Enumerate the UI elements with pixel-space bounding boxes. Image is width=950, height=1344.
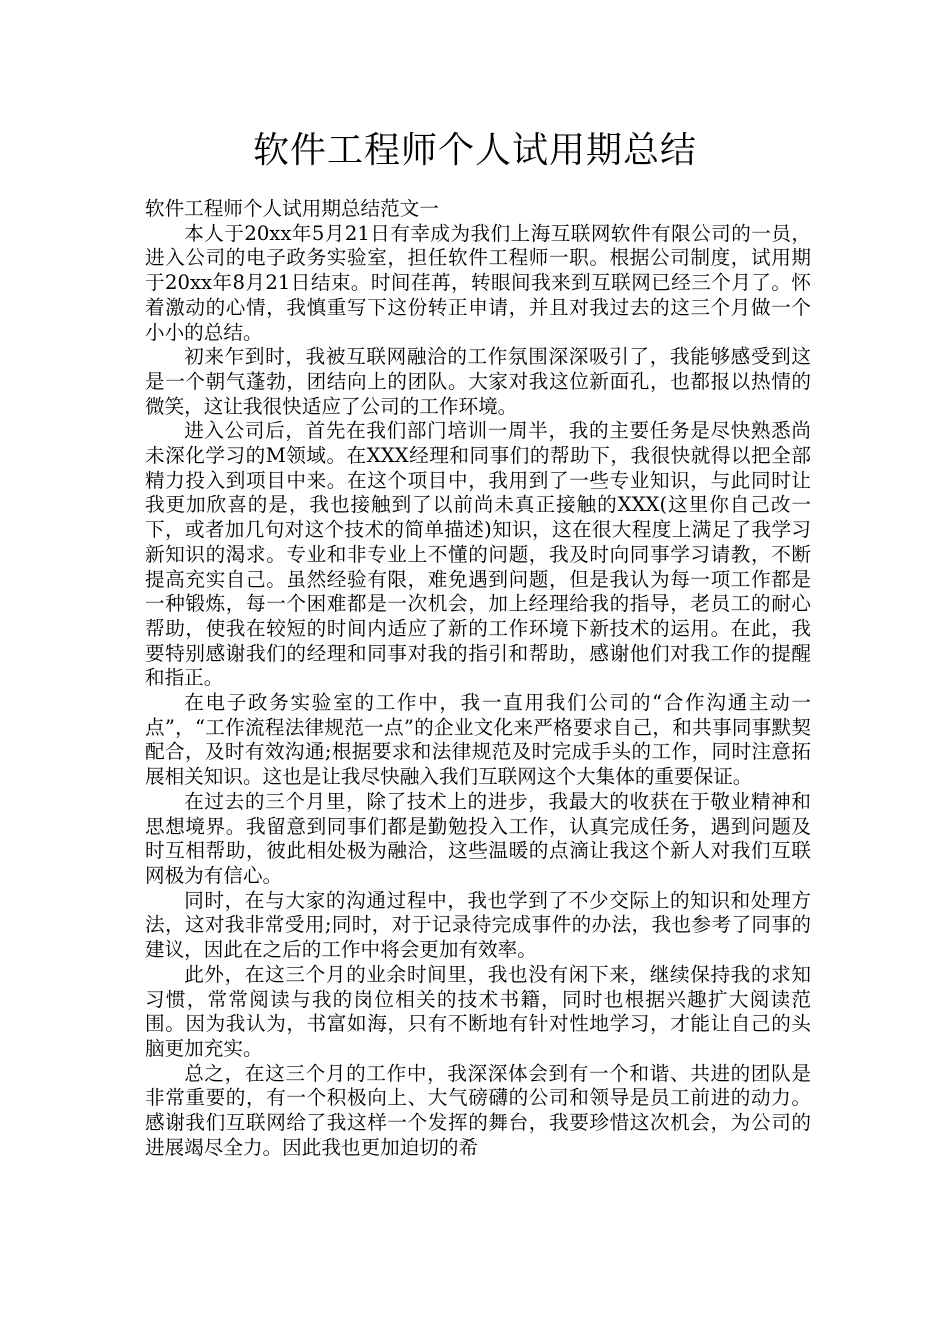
paragraph-6: 同时，在与大家的沟通过程中，我也学到了不少交际上的知识和处理方法，这对我非常受用;同时，对于记录待完成事件的办法，我也参考了同事的建议，因此在之后的工作中将会更加有效率。 <box>145 888 811 962</box>
document-subtitle: 软件工程师个人试用期总结范文一 <box>145 197 439 220</box>
paragraph-8: 总之，在这三个月的工作中，我深深体会到有一个和谐、共进的团队是非常重要的，有一个积极向上、大气磅礴的公司和领导是员工前进的动力。感谢我们互联网给了我这样一个发挥的舞台，我要珍惜这次机会，为公司的进展竭尽全力。因此我也更加迫切的希 <box>145 1061 811 1159</box>
paragraph-2: 初来乍到时，我被互联网融洽的工作氛围深深吸引了，我能够感受到这是一个朝气蓬勃，团结向上的团队。大家对我这位新面孔，也都报以热情的微笑，这让我很快适应了公司的工作环境。 <box>145 345 811 418</box>
paragraph-5: 在过去的三个月里，除了技术上的进步，我最大的收获在于敬业精神和思想境界。我留意到同事们都是勤勉投入工作，认真完成任务，遇到问题及时互相帮助，彼此相处极为融洽，这些温暖的点滴让我这个新人对我们互联网极为有信心。 <box>145 789 811 887</box>
paragraph-7: 此外，在这三个月的业余时间里，我也没有闲下来，继续保持我的求知习惯，常常阅读与我的岗位相关的技术书籍，同时也根据兴趣扩大阅读范围。因为我认为，书富如海，只有不断地有针对性地学习，才能让自己的头脑更加充实。 <box>145 962 811 1060</box>
paragraph-3: 进入公司后，首先在我们部门培训一周半，我的主要任务是尽快熟悉尚未深化学习的M领域。在XXX经理和同事们的帮助下，我很快就得以把全部精力投入到项目中来。在这个项目中，我用到了一些专业知识，与此同时让我更加欣喜的是，我也接触到了以前尚未真正接触的XXX(这里你自己改一下，或者加几句对这个技术的简单描述)知识，这在很大程度上满足了我学习新知识的渴求。专业和非专业上不懂的问题，我及时向同事学习请教，不断提高充实自己。虽然经验有限，难免遇到问题，但是我认为每一项工作都是一种锻炼，每一个困难都是一次机会，加上经理给我的指导，老员工的耐心帮助，使我在较短的时间内适应了新的工作环境下新技术的运用。在此，我要特别感谢我们的经理和同事对我的指引和帮助，感谢他们对我工作的提醒和指正。 <box>145 419 811 690</box>
document-title: 软件工程师个人试用期总结 <box>252 130 697 171</box>
paragraph-4: 在电子政务实验室的工作中，我一直用我们公司的“合作沟通主动一点”，“工作流程法律规范一点”的企业文化来严格要求自己，和共事同事默契配合，及时有效沟通;根据要求和法律规范及时完成手头的工作，同时注意拓展相关知识。这也是让我尽快融入我们互联网这个大集体的重要保证。 <box>145 691 811 789</box>
document-body <box>145 197 811 1160</box>
paragraph-1: 本人于20xx年5月21日有幸成为我们上海互联网软件有限公司的一员，进入公司的电子政务实验室，担任软件工程师一职。根据公司制度，试用期于20xx年8月21日结束。时间荏苒，转眼间我来到互联网已经三个月了。怀着激动的心情，我慎重写下这份转正申请，并且对我过去的这三个月做一个小小的总结。 <box>145 221 811 344</box>
